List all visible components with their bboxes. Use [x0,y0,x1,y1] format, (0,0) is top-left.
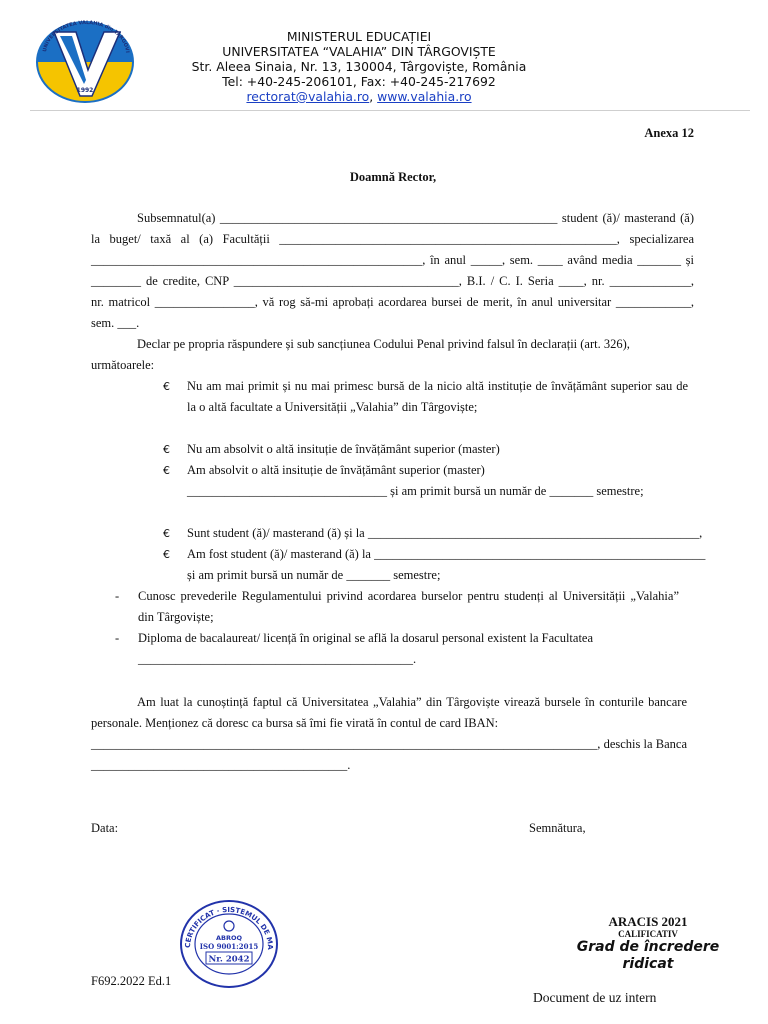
form-code: F692.2022 Ed.1 [91,974,172,988]
dash-item-2: Diploma de bacalaureat/ licență în original se află la dosarul personal existent la Facultatea [138,631,594,645]
aracis-grade-line-2: ridicat [622,956,674,972]
aracis-title: ARACIS 2021 [608,914,688,929]
website-link[interactable]: www.valahia.ro [377,89,472,104]
header-block [150,29,568,104]
signature-label: Semnătura, [529,821,586,835]
form-line-2: la buget/ taxă al (a) Facultății ______________________________________________________, specializarea [91,232,694,246]
bullet-icon: € [163,380,170,393]
university-name: UNIVERSITATEA “VALAHIA” DIN TÂRGOVIȘTE [222,44,496,59]
bullet-item-5: Am fost student (ă)/ masterand (ă) la _____________________________________________________ [187,547,706,561]
logo-year: 1992 [76,87,94,94]
aracis-grade-line-1: Grad de încredere [576,939,720,955]
form-line-1: Subsemnatul(a) ______________________________________________________ student (ă)/ masterand (ă) [137,211,694,225]
form-line-6: sem. ___. [91,316,140,330]
bullet-item-1-cont: la o altă facultate a Universității „Valahia” din Târgoviște; [187,400,478,414]
closing-line-4: _________________________________________. [91,758,351,772]
university-address: Str. Aleea Sinaia, Nr. 13, 130004, Târgoviște, România [191,59,527,74]
dash-item-1: Cunosc prevederile Regulamentului privind acordarea burselor pentru studenți al Universității „Valahia” [138,589,679,603]
salutation: Doamnă Rector, [349,170,437,184]
stamp-ring-text: CERTIFICAT · SISTEMUL DE MA [183,905,275,950]
date-label: Data: [91,821,119,835]
email-link[interactable]: rectorat@valahia.ro [246,89,370,104]
stamp-standard: ISO 9001:2015 [199,942,259,951]
bullet-item-4: Sunt student (ă)/ masterand (ă) și la _____________________________________________________, [187,526,703,540]
closing-line-2: personale. Menționez că doresc ca bursa să îmi fie virată în contul de card IBAN: [91,716,499,730]
ministry-name: MINISTERUL EDUCAȚIEI [286,29,432,44]
stamp-number: Nr. 2042 [208,954,250,965]
closing-line-1: Am luat la cunoștință faptul că Universitatea „Valahia” din Târgoviște virează bursele în conturile bancare [137,695,687,709]
dash-marker: - [115,631,120,645]
declaration-line-1: Declar pe propria răspundere și sub sancțiunea Codului Penal privind falsul în declarații (art. 326), [137,337,630,351]
header-divider [30,110,750,111]
bullet-item-5-cont: și am primit bursă un număr de _______ semestre; [187,568,441,582]
bullet-item-1: Nu am mai primit și nu mai primesc bursă de la nicio altă instituție de învățământ superior sau de [187,379,688,393]
aracis-rating [560,914,736,973]
form-line-4: ________ de credite, CNP ____________________________________, B.I. / C. I. Seria ____, nr. _____________, [91,274,694,288]
declaration-line-2: următoarele: [91,358,155,372]
annex-label: Anexa 12 [644,126,694,140]
link-separator: , [369,89,378,104]
university-logo [34,18,136,104]
dash-item-1-cont: din Târgoviște; [138,610,214,624]
aracis-qualifier: CALIFICATIV [618,929,678,939]
bullet-icon: € [163,527,170,540]
contact-links [150,89,568,104]
stamp-org: ABROQ [215,934,243,942]
bullet-icon: € [163,464,170,477]
bullet-item-3-cont: ________________________________ și am primit bursă un număr de _______ semestre; [187,484,644,498]
logo-arc-text: UNIVERSITATEA VALAHIA din TÂRGOVI [42,19,130,54]
form-line-5: nr. matricol ________________, vă rog să-mi aprobați acordarea bursei de merit, în anul universitar ____________, [91,295,694,309]
bullet-icon: € [163,443,170,456]
dash-item-2-cont: ____________________________________________. [138,652,417,666]
bullet-item-2: Nu am absolvit o altă insituție de învățământ superior (master) [187,442,500,456]
internal-use-note: Document de uz intern [533,990,657,1005]
form-line-3: _____________________________________________________, în anul _____, sem. ____ având media _______ și [91,253,694,267]
bullet-icon: € [163,548,170,561]
university-phone: Tel: +40-245-206101, Fax: +40-245-217692 [222,74,496,89]
closing-line-3: _________________________________________________________________________________, deschis la Banca [91,737,687,751]
dash-marker: - [115,589,120,603]
bullet-item-3: Am absolvit o altă insituție de învățământ superior (master) [187,463,485,477]
iso-certification-stamp [178,898,280,990]
